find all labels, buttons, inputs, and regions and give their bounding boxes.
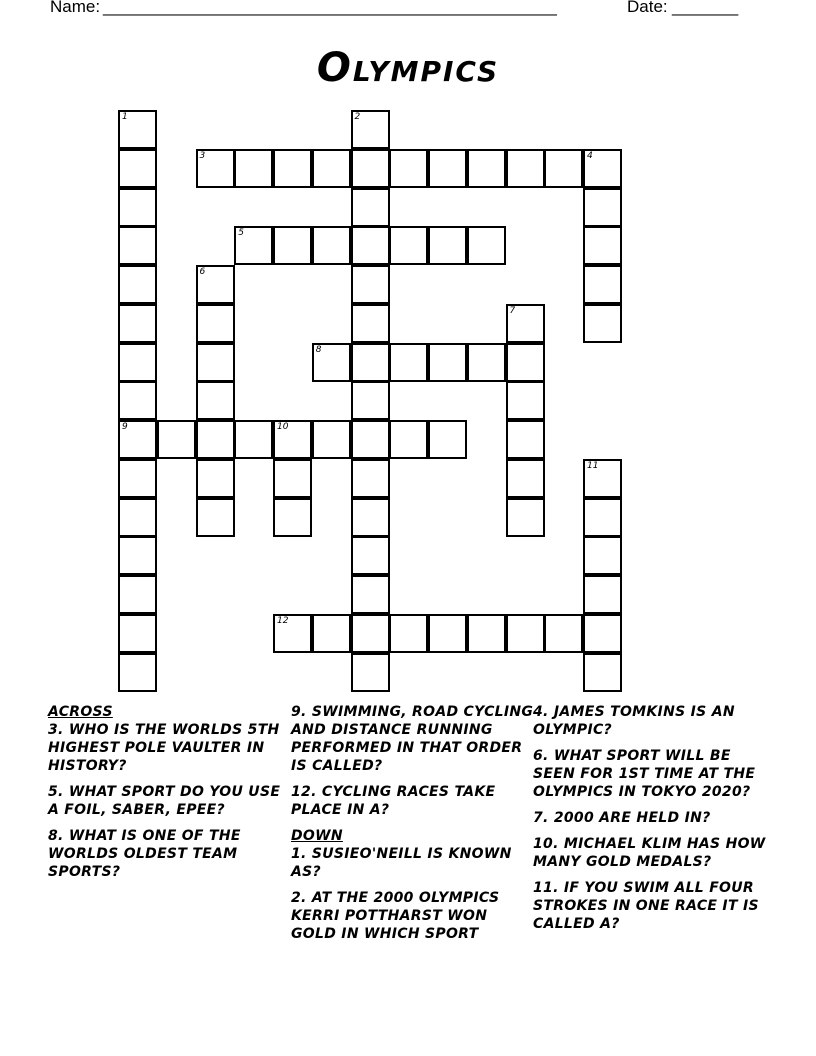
grid-cell[interactable] (273, 149, 312, 188)
grid-cell[interactable] (118, 343, 157, 382)
grid-cell[interactable] (312, 343, 351, 382)
clue-number: 6 (199, 267, 206, 277)
grid-cell[interactable] (118, 459, 157, 498)
clues-column-1 (48, 703, 292, 889)
grid-cell[interactable] (118, 614, 157, 653)
grid-cell[interactable] (583, 498, 622, 537)
grid-cell[interactable] (118, 536, 157, 575)
grid-cell[interactable] (467, 149, 506, 188)
page-title: Olympics (316, 45, 500, 91)
grid-cell[interactable] (583, 459, 622, 498)
clue-down-1: 1. SUSIEO'NEILL IS KNOWN AS? (291, 846, 512, 880)
grid-cell[interactable] (506, 614, 545, 653)
grid-cell[interactable] (312, 226, 351, 265)
clue-across-12: 12. CYCLING RACES TAKE PLACE IN A? (291, 784, 496, 818)
grid-cell[interactable] (118, 420, 157, 459)
grid-cell[interactable] (118, 149, 157, 188)
grid-cell[interactable] (428, 343, 467, 382)
grid-cell[interactable] (583, 575, 622, 614)
grid-cell[interactable] (389, 149, 428, 188)
clue-number: 5 (238, 228, 244, 239)
grid-cell[interactable] (428, 149, 467, 188)
grid-cell[interactable] (351, 265, 390, 304)
grid-cell[interactable] (544, 149, 583, 188)
grid-cell[interactable] (351, 149, 390, 188)
grid-cell[interactable] (351, 188, 390, 227)
grid-cell[interactable] (506, 420, 545, 459)
clue-number: 8 (315, 344, 322, 355)
grid-cell[interactable] (351, 343, 390, 382)
grid-cell[interactable] (467, 226, 506, 265)
grid-cell[interactable] (351, 381, 390, 420)
grid-cell[interactable] (351, 575, 390, 614)
grid-cell[interactable] (583, 265, 622, 304)
across-heading: ACROSS (48, 704, 113, 720)
grid-cell[interactable] (351, 536, 390, 575)
clue-number: 1 (122, 112, 128, 122)
grid-cell[interactable] (196, 498, 235, 537)
clue-number: 2 (354, 112, 361, 122)
grid-cell[interactable] (118, 653, 157, 692)
grid-cell[interactable] (506, 343, 545, 382)
clue-number: 10 (277, 422, 289, 432)
grid-cell[interactable] (389, 226, 428, 265)
grid-cell[interactable] (273, 614, 312, 653)
grid-cell[interactable] (273, 226, 312, 265)
clue-across-3: 3. WHO IS THE WORLDS 5TH HIGHEST POLE VAULTER IN HISTORY? (48, 722, 280, 774)
clue-number: 9 (122, 422, 128, 432)
grid-cell[interactable] (351, 653, 390, 692)
clue-across-5: 5. WHAT SPORT DO YOU USE A FOIL, SABER, EPEE? (48, 784, 281, 818)
grid-cell[interactable] (583, 536, 622, 575)
grid-cell[interactable] (467, 343, 506, 382)
grid-cell[interactable] (273, 459, 312, 498)
grid-cell[interactable] (196, 149, 235, 188)
grid-cell[interactable] (351, 226, 390, 265)
grid-cell[interactable] (351, 614, 390, 653)
grid-cell[interactable] (273, 420, 312, 459)
clue-number: 7 (509, 305, 516, 316)
grid-cell[interactable] (389, 420, 428, 459)
grid-cell[interactable] (583, 188, 622, 227)
grid-cell[interactable] (118, 265, 157, 304)
grid-cell[interactable] (428, 614, 467, 653)
grid-cell[interactable] (583, 614, 622, 653)
clue-across-8: 8. WHAT IS ONE OF THE WORLDS OLDEST TEAM SPORTS? (48, 828, 241, 880)
grid-cell[interactable] (351, 304, 390, 343)
grid-cell[interactable] (196, 459, 235, 498)
grid-cell[interactable] (234, 420, 273, 459)
grid-cell[interactable] (428, 226, 467, 265)
grid-cell[interactable] (506, 149, 545, 188)
grid-cell[interactable] (118, 304, 157, 343)
clues-column-3 (533, 703, 777, 941)
grid-cell[interactable] (428, 420, 467, 459)
grid-cell[interactable] (118, 575, 157, 614)
grid-cell[interactable] (118, 188, 157, 227)
grid-cell[interactable] (506, 304, 545, 343)
grid-cell[interactable] (273, 498, 312, 537)
clue-down-6: 6. WHAT SPORT WILL BE SEEN FOR 1ST TIME AT THE OLYMPICS IN TOKYO 2020? (533, 748, 756, 800)
grid-cell[interactable] (118, 226, 157, 265)
grid-cell[interactable] (157, 420, 196, 459)
clue-down-11: 11. IF YOU SWIM ALL FOUR STROKES IN ONE RACE IT IS CALLED A? (533, 880, 759, 932)
grid-cell[interactable] (506, 381, 545, 420)
grid-cell[interactable] (506, 498, 545, 537)
grid-cell[interactable] (583, 304, 622, 343)
grid-cell[interactable] (118, 381, 157, 420)
grid-cell[interactable] (583, 149, 622, 188)
grid-cell[interactable] (196, 343, 235, 382)
grid-cell[interactable] (234, 226, 273, 265)
grid-cell[interactable] (196, 304, 235, 343)
clue-down-2: 2. AT THE 2000 OLYMPICS KERRI POTTHARST WON GOLD IN WHICH SPORT (291, 890, 500, 942)
grid-cell[interactable] (196, 265, 235, 304)
grid-cell[interactable] (351, 110, 390, 149)
date-label: Date: (627, 0, 668, 16)
grid-cell[interactable] (389, 343, 428, 382)
grid-cell[interactable] (506, 459, 545, 498)
grid-cell[interactable] (118, 110, 157, 149)
grid-cell[interactable] (196, 420, 235, 459)
grid-cell[interactable] (544, 614, 583, 653)
down-heading: DOWN (291, 828, 343, 844)
grid-cell[interactable] (389, 614, 428, 653)
grid-cell[interactable] (196, 381, 235, 420)
name-label: Name: (50, 0, 101, 16)
clue-across-9: 9. SWIMMING, ROAD CYCLING AND DISTANCE RUNNING PERFORMED IN THAT ORDER IS CALLED? (291, 704, 534, 774)
clue-number: 12 (277, 615, 289, 626)
clue-number: 4 (587, 150, 593, 161)
grid-cell[interactable] (234, 149, 273, 188)
grid-cell[interactable] (312, 614, 351, 653)
grid-cell[interactable] (312, 420, 351, 459)
clue-number: 11 (587, 460, 599, 471)
date-line[interactable]: _______ (672, 0, 739, 16)
clue-down-7: 7. 2000 ARE HELD IN? (533, 810, 711, 826)
grid-cell[interactable] (467, 614, 506, 653)
clue-number: 3 (199, 150, 206, 161)
clue-down-4: 4. JAMES TOMKINS IS AN OLYMPIC? (533, 704, 735, 738)
grid-cell[interactable] (351, 498, 390, 537)
grid-cell[interactable] (118, 498, 157, 537)
name-line[interactable]: ________________________________________________ (103, 0, 557, 16)
clues-column-2 (291, 703, 535, 951)
grid-cell[interactable] (583, 226, 622, 265)
grid-cell[interactable] (351, 420, 390, 459)
grid-cell[interactable] (351, 459, 390, 498)
clue-down-10: 10. MICHAEL KLIM HAS HOW MANY GOLD MEDALS? (533, 836, 766, 870)
grid-cell[interactable] (583, 653, 622, 692)
grid-cell[interactable] (312, 149, 351, 188)
